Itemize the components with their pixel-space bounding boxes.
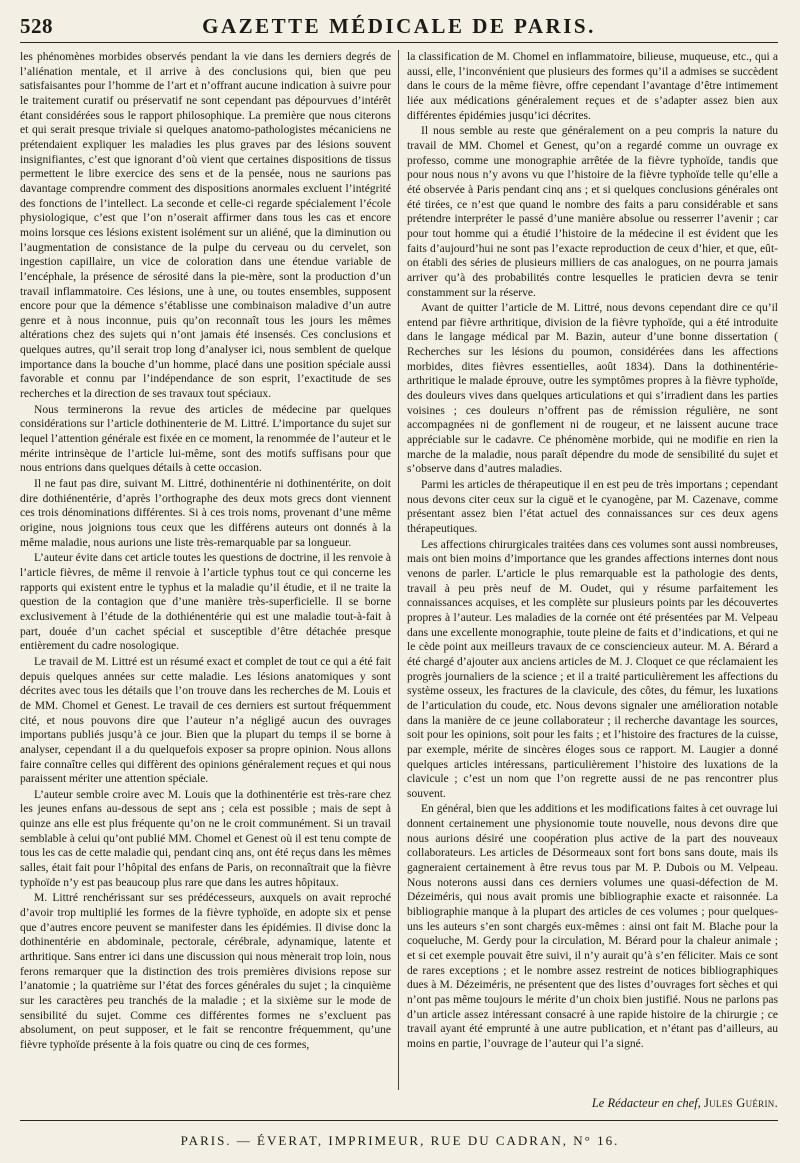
paragraph: En général, bien que les additions et les modifications faites à cet ouvrage lui donnent certainement une physionomie toute nouvelle, nous devons dire que nous aurions désiré une coopération plus active de la part des nouveaux collaborateurs. Les articles de Désormeaux sont fort bons sans doute, mais ils gagneraient certainement à être revus tous par M. P. Dubois ou M. Velpeau. Nous noterons aussi dans ces derniers volumes une quasi-défection de M. Dézeiméris, qui nous avait promis une bibliographie exacte et raisonnée. La bibliographie manque à la plupart des articles de ces volumes ; pour quelques-uns les auteurs s’en sont chargés eux-mêmes : ainsi ont fait M. Blache pour la coqueluche, M. Gerdy pour la circulation, M. Bérard pour la chaleur animale ; et si cet exemple pouvait être suivi, il n’y aurait qu’à s’en féliciter. Mais ce sont de rares exceptions ; et le nombre assez restreint de notices bibliographiques dues à M. Dézeiméris, ne présentent que des listes d’ouvrages fort sèches et qui n’ont pas même toujours le mérite d’un choix bien justifié. Nous ne parlons pas d’un article assez intéressant consacré à une rapide histoire de la chirurgie ; ce travail ayant été emprunté à une autre publication, et n’étant pas d’ailleurs, au moins en partie, l’ouvrage de l’auteur qui l’a signé. — [407, 803, 778, 1050]
article-columns — [20, 50, 778, 1090]
signature-name: Jules Guérin. — [703, 1096, 778, 1110]
paragraph: M. Littré renchérissant sur ses prédécesseurs, auxquels on avait reproché d’avoir trop multiplié les formes de la fièvre typhoïde, en adopte six et pense que d’autres encore peuvent se manifester dans les épidémies. Il divise donc la dothinentérie en abdominale, pectorale, cérébrale, adynamique, latente et arthritique. Sans entrer ici dans une discussion qui nous mènerait trop loin, nous ferons remarquer que la distinction des trois premières divisions repose sur l’anatomie ; la quatrième sur l’état des forces générales du sujet ; la cinquième sur les caractères peu tranchés de la maladie ; et la sixième sur le mode de sensibilité du sujet. Comme ces différentes formes ne s’excluent pas absolument, on peut supposer, et le fait se rencontre fréquemment, qu’une fièvre typhoïde présente à la fois quatre ou cinq de ces formes, — [20, 892, 391, 1051]
left-column — [20, 50, 399, 1090]
paragraph: Le travail de M. Littré est un résumé exact et complet de tout ce qui a été fait depuis quelques années sur cette maladie. Les lésions anatomiques y sont décrites avec tous les détails que l’on trouve dans les recherches de M. Louis et de MM. Chomel et Genest. Le travail de ces derniers est surtout fréquemment cité, et nous pouvons dire que l’auteur n’a négligé aucun des ouvrages importans publiés jusqu’à ce jour. Bien que la plupart du temps il se borne à analyser, cependant il a du quelquefois exposer sa propre opinion. Nous allons faire connaître celles qui diffèrent des opinions généralement reçues et qui nous paraissent mériter une attention spéciale. — [20, 655, 391, 786]
paragraph: L’auteur évite dans cet article toutes les questions de doctrine, il les renvoie à l’article fièvres, de même il renvoie à l’article typhus tout ce qui concerne les rapports qui existent entre le typhus et la maladie qu’il étudie, et il ne traite la question de la contagion que d’une manière très-superficielle. Il se borne exclusivement à l’étude de la dothiénentérie qui est une maladie tout-à-fait à part, douée d’un cachet spécial et susceptible d’être détachée presque entièrement du cadre nosologique. — [20, 552, 391, 653]
editor-signature — [592, 1096, 778, 1111]
masthead — [20, 0, 778, 43]
signature-role: Le Rédacteur en chef, — [591, 1096, 701, 1110]
bottom-rule — [20, 1120, 778, 1121]
paragraph: L’auteur semble croire avec M. Louis que la dothinentérie est très-rare chez les jeunes enfans au-dessous de sept ans ; cela est possible ; mais de sept à quinze ans elle est plus fréquente qu’on ne le croit communément. Si un travail semblable à celui qu’ont publié MM. Chomel et Genest où il est tenu compte de tous les cas de cette maladie qui, pendant cinq ans, ont été reçus dans les mêmes salles, était fait pour l’hôpital des enfans de Paris, on reconnaîtrait que la fièvre typhoïde n’y est pas beaucoup plus rare que dans les autres hôpitaux. — [20, 788, 391, 889]
paragraph: Avant de quitter l’article de M. Littré, nous devons cependant dire ce qu’il entend par fièvre arthritique, division de la fièvre typhoïde, qui a été introduite dans le langage médical par M. Bazin, auteur d’une bonne dissertation ( Recherches sur les lésions du poumon, considérées dans les affections morbides, dites fièvres essentielles, août 1834). Dans la dothinentérie-arthritique le malade éprouve, outre les symptômes propres à la fièvre typhoïde, des douleurs vives dans quelques articulations et qui s’irradient dans les parties voisines ; ces douleurs n’offrent pas de rémission régulière, ne sont accompagnées ni de gonflement ni de rougeur, et ne laissent aucune trace appréciable sur le cadavre. Ce phénomène morbide, qui ne modifie en rien la marche de la maladie, nous paraît dépendre du mode de sensibilité du sujet et s’observe dans d’autres maladies. — [407, 302, 778, 476]
paragraph: les phénomènes morbides observés pendant la vie dans les derniers degrés de l’aliénation mentale, et il arrive à des conclusions qui, bien que peu satisfaisantes pour l’homme de l’art et n’offrant aucune indication à suivre pour le traitement curatif ou préservatif ne sont cependant pas dépourvues d’intérêt étant considérées sous le rapport philosophique. La première que nous citerons et qui serait presque triviale si quelques anatomo-pathologistes mécaniciens ne prétendaient expliquer les maladies les plus graves par des lésions souvent insignifiantes, c’est que ignorant d’où vient que certaines dispositions de tissus permettent le libre exercice des sens et de la pensée, nous ne saurions pas davantage comprendre comment des dispositions anormales excluent l’intégrité des fonctions de l’intellect. La seconde et celle-ci regarde spécialement l’école physiologique, c’est que l’on n’oserait affirmer dans tous les cas et encore moins lorsque ces lésions existent isolément sur un aliéné, que la diminution ou l’augmentation de consistance de la pulpe du cerveau ou du cervelet, son ingestion capillaire, un vice de coloration dans une étendue variable de l’encéphale, la présence de sérosité dans la pie-mère, sont la production d’un travail inflammatoire. Ces lésions, une à une, ou toutes ensembles, supposent encore pour que la démence s’établisse une combinaison maladive d’un autre genre et à nous inconnue, puis qu’on reconnaît tous les jours les mêmes altérations chez des sujets qui n’ont jamais été insensés. Ces conclusions et quelques autres, qu’il serait trop long d’analyser ici, nous semblent de quelque importance dans la bouche d’un homme, placé dans une position spéciale aussi favorable et connu par l’indépendance de son esprit, l’exactitude de ses recherches et la direction de ses travaux tout spéciaux. — [20, 51, 391, 401]
paragraph: Nous terminerons la revue des articles de médecine par quelques considérations sur l’article dothinenterie de M. Littré. L’importance du sujet sur lequel l’attention générale est fixée en ce moment, la renommée de l’auteur et le mérite intrinsèque de l’article lui-même, sont des motifs suffisans pour que nous entrions dans quelques détails à cette occasion. — [20, 403, 391, 475]
paragraph: la classification de M. Chomel en inflammatoire, bilieuse, muqueuse, etc., qui a aussi, elle, l’inconvénient que plusieurs des formes qu’il a admises se succèdent dans le cours de la même fièvre, offre cependant l’avantage d’être intimement liée aux médications généralement reçues et de s’adapter assez bien aux différentes épidémies jusqu’ici décrites. — [407, 51, 778, 122]
page-number: 528 — [20, 14, 53, 38]
paragraph: Il ne faut pas dire, suivant M. Littré, dothinentérie ni dothinentérite, on doit dire dothiénentérie, d’après l’orthographe des deux mots grecs dont viennent ces trois dénominations différentes. Si à ces trois noms, provenant d’une même origine, nous joignions tous ceux que les différens auteurs ont donnés à la même maladie, nous aurions une liste très-remarquable par sa longueur. — [20, 478, 391, 549]
paragraph: Parmi les articles de thérapeutique il en est peu de très importans ; cependant nous devons citer ceux sur la ciguë et le cyanogène, par M. Cazenave, comme présentant assez bien l’état actuel des connaissances sur ces deux agens thérapeutiques. — [407, 479, 778, 535]
paragraph: Les affections chirurgicales traitées dans ces volumes sont aussi nombreuses, mais ont bien moins d’importance que les grandes affections internes dont nous venons de parler. L’article le plus remarquable est la pathologie des dents, travail à peu près neuf de M. Oudet, qui y résume parfaitement les connaissances acquises, et les complète sur plusieurs points par les découvertes propres à l’auteur. Les maladies de la cornée ont été présentées par M. Velpeau dans une excellente monographie, toute pleine de faits et d’indications, et qui ne le cède point aux meilleurs travaux de ce consciencieux auteur. M. A. Bérard a été chargé d’ajouter aux anciens articles de M. J. Cloquet ce que réclamaient les progrès journaliers de la science ; et il a traité particulièrement les affections du système osseux, les fractures de la clavicule, des côtes, du fémur, les luxations de l’articulation du coude, etc. Nous devons signaler une amélioration notable dans la manière de ce jeune collaborateur ; il recherche davantage les sources, soit pour les opinions, soit pour les faits ; et l’histoire des fractures de la cuisse, par exemple, mérite de sincères éloges sous ce rapport. M. Laugier a donné quelques articles intéressans, particulièrement l’histoire des luxations de la clavicule ; c’est un nom que l’on regrette aussi de ne pas rencontrer plus souvent. — [407, 538, 778, 800]
paragraph: Il nous semble au reste que généralement on a peu compris la nature du travail de MM. Chomel et Genest, qu’on a regardé comme un ouvrage ex professo, comme une monographie arrêtée de la fièvre typhoïde, tandis que pour nous nous n’y avons vu que l’histoire de la fièvre typhoïde telle qu’elle a été observée à Paris pendant cinq ans ; et si quelques conclusions générales ont été tirées, ce n’est que quand le nombre des faits a paru considérable et sans prétendre interpréter le passé d’une manière absolue ou resserrer l’avenir ; car pour tout homme qui a étudié l’histoire de la médecine il est évident que les faits d’aujourd’hui ne sont pas l’exacte reproduction de ceux d’hier, et que, eût-on établi des séries de plusieurs milliers de cas analogues, on ne pourra jamais arriver qu’à des probabilités contre lesquelles le praticien devra se tenir constamment sur la réserve. — [407, 125, 778, 299]
gazette-title: GAZETTE MÉDICALE DE PARIS. — [202, 14, 596, 38]
printer-imprint: PARIS. — ÉVERAT, IMPRIMEUR, RUE DU CADRAN, N° 16. — [180, 1133, 620, 1148]
right-column — [399, 50, 778, 1090]
